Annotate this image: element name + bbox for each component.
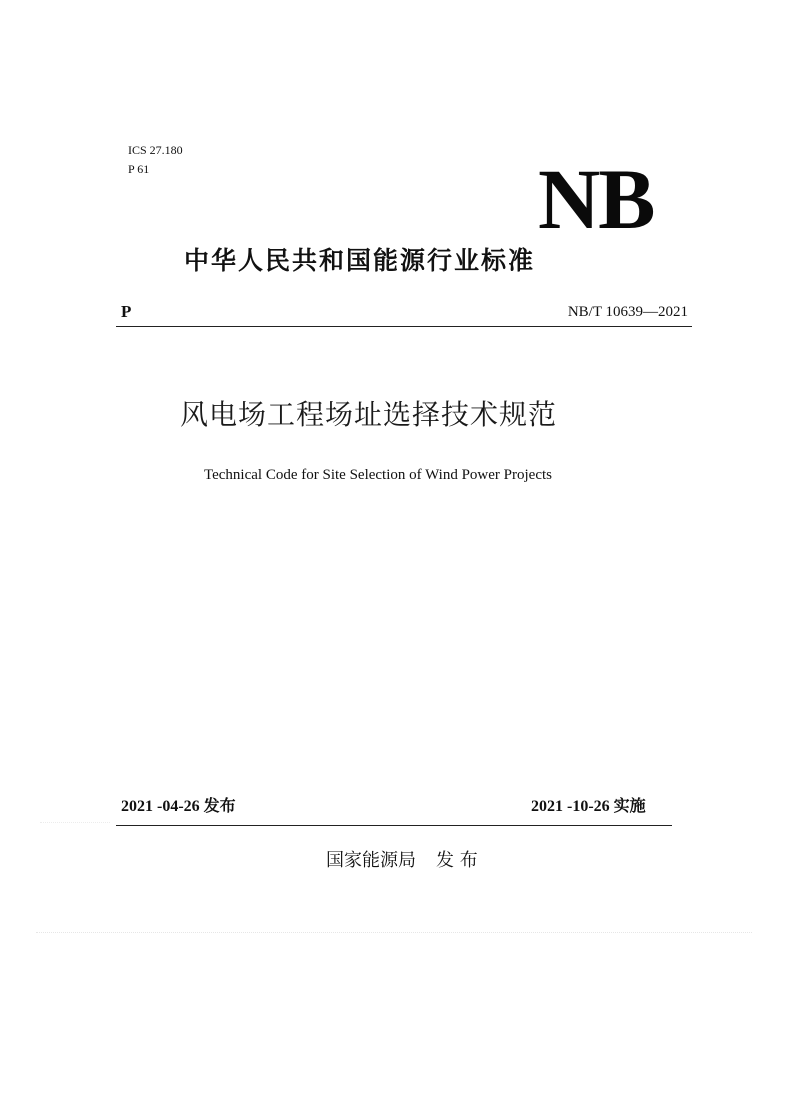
header-divider xyxy=(116,326,692,327)
document-title-english: Technical Code for Site Selection of Wind Power Projects xyxy=(204,467,552,483)
issue-date: 2021 -04-26 发布 xyxy=(121,798,236,815)
filing-letter: P xyxy=(121,302,132,321)
page-bottom-dotted-line xyxy=(36,932,752,933)
standard-category-title: 中华人民共和国能源行业标准 xyxy=(184,246,536,275)
publisher-name: 国家能源局 xyxy=(326,850,416,871)
standard-logo: NB xyxy=(538,151,654,247)
implementation-date: 2021 -10-26 实施 xyxy=(531,798,646,815)
publisher-action: 发 布 xyxy=(436,850,478,871)
ccs-code: P 61 xyxy=(128,162,150,176)
faint-dotted-mark xyxy=(40,822,110,823)
publisher xyxy=(326,849,478,873)
footer-divider xyxy=(116,825,672,826)
ics-code: ICS 27.180 xyxy=(128,143,183,157)
standard-number: NB/T 10639—2021 xyxy=(567,304,688,320)
document-title-chinese: 风电场工程场址选择技术规范 xyxy=(180,398,558,431)
